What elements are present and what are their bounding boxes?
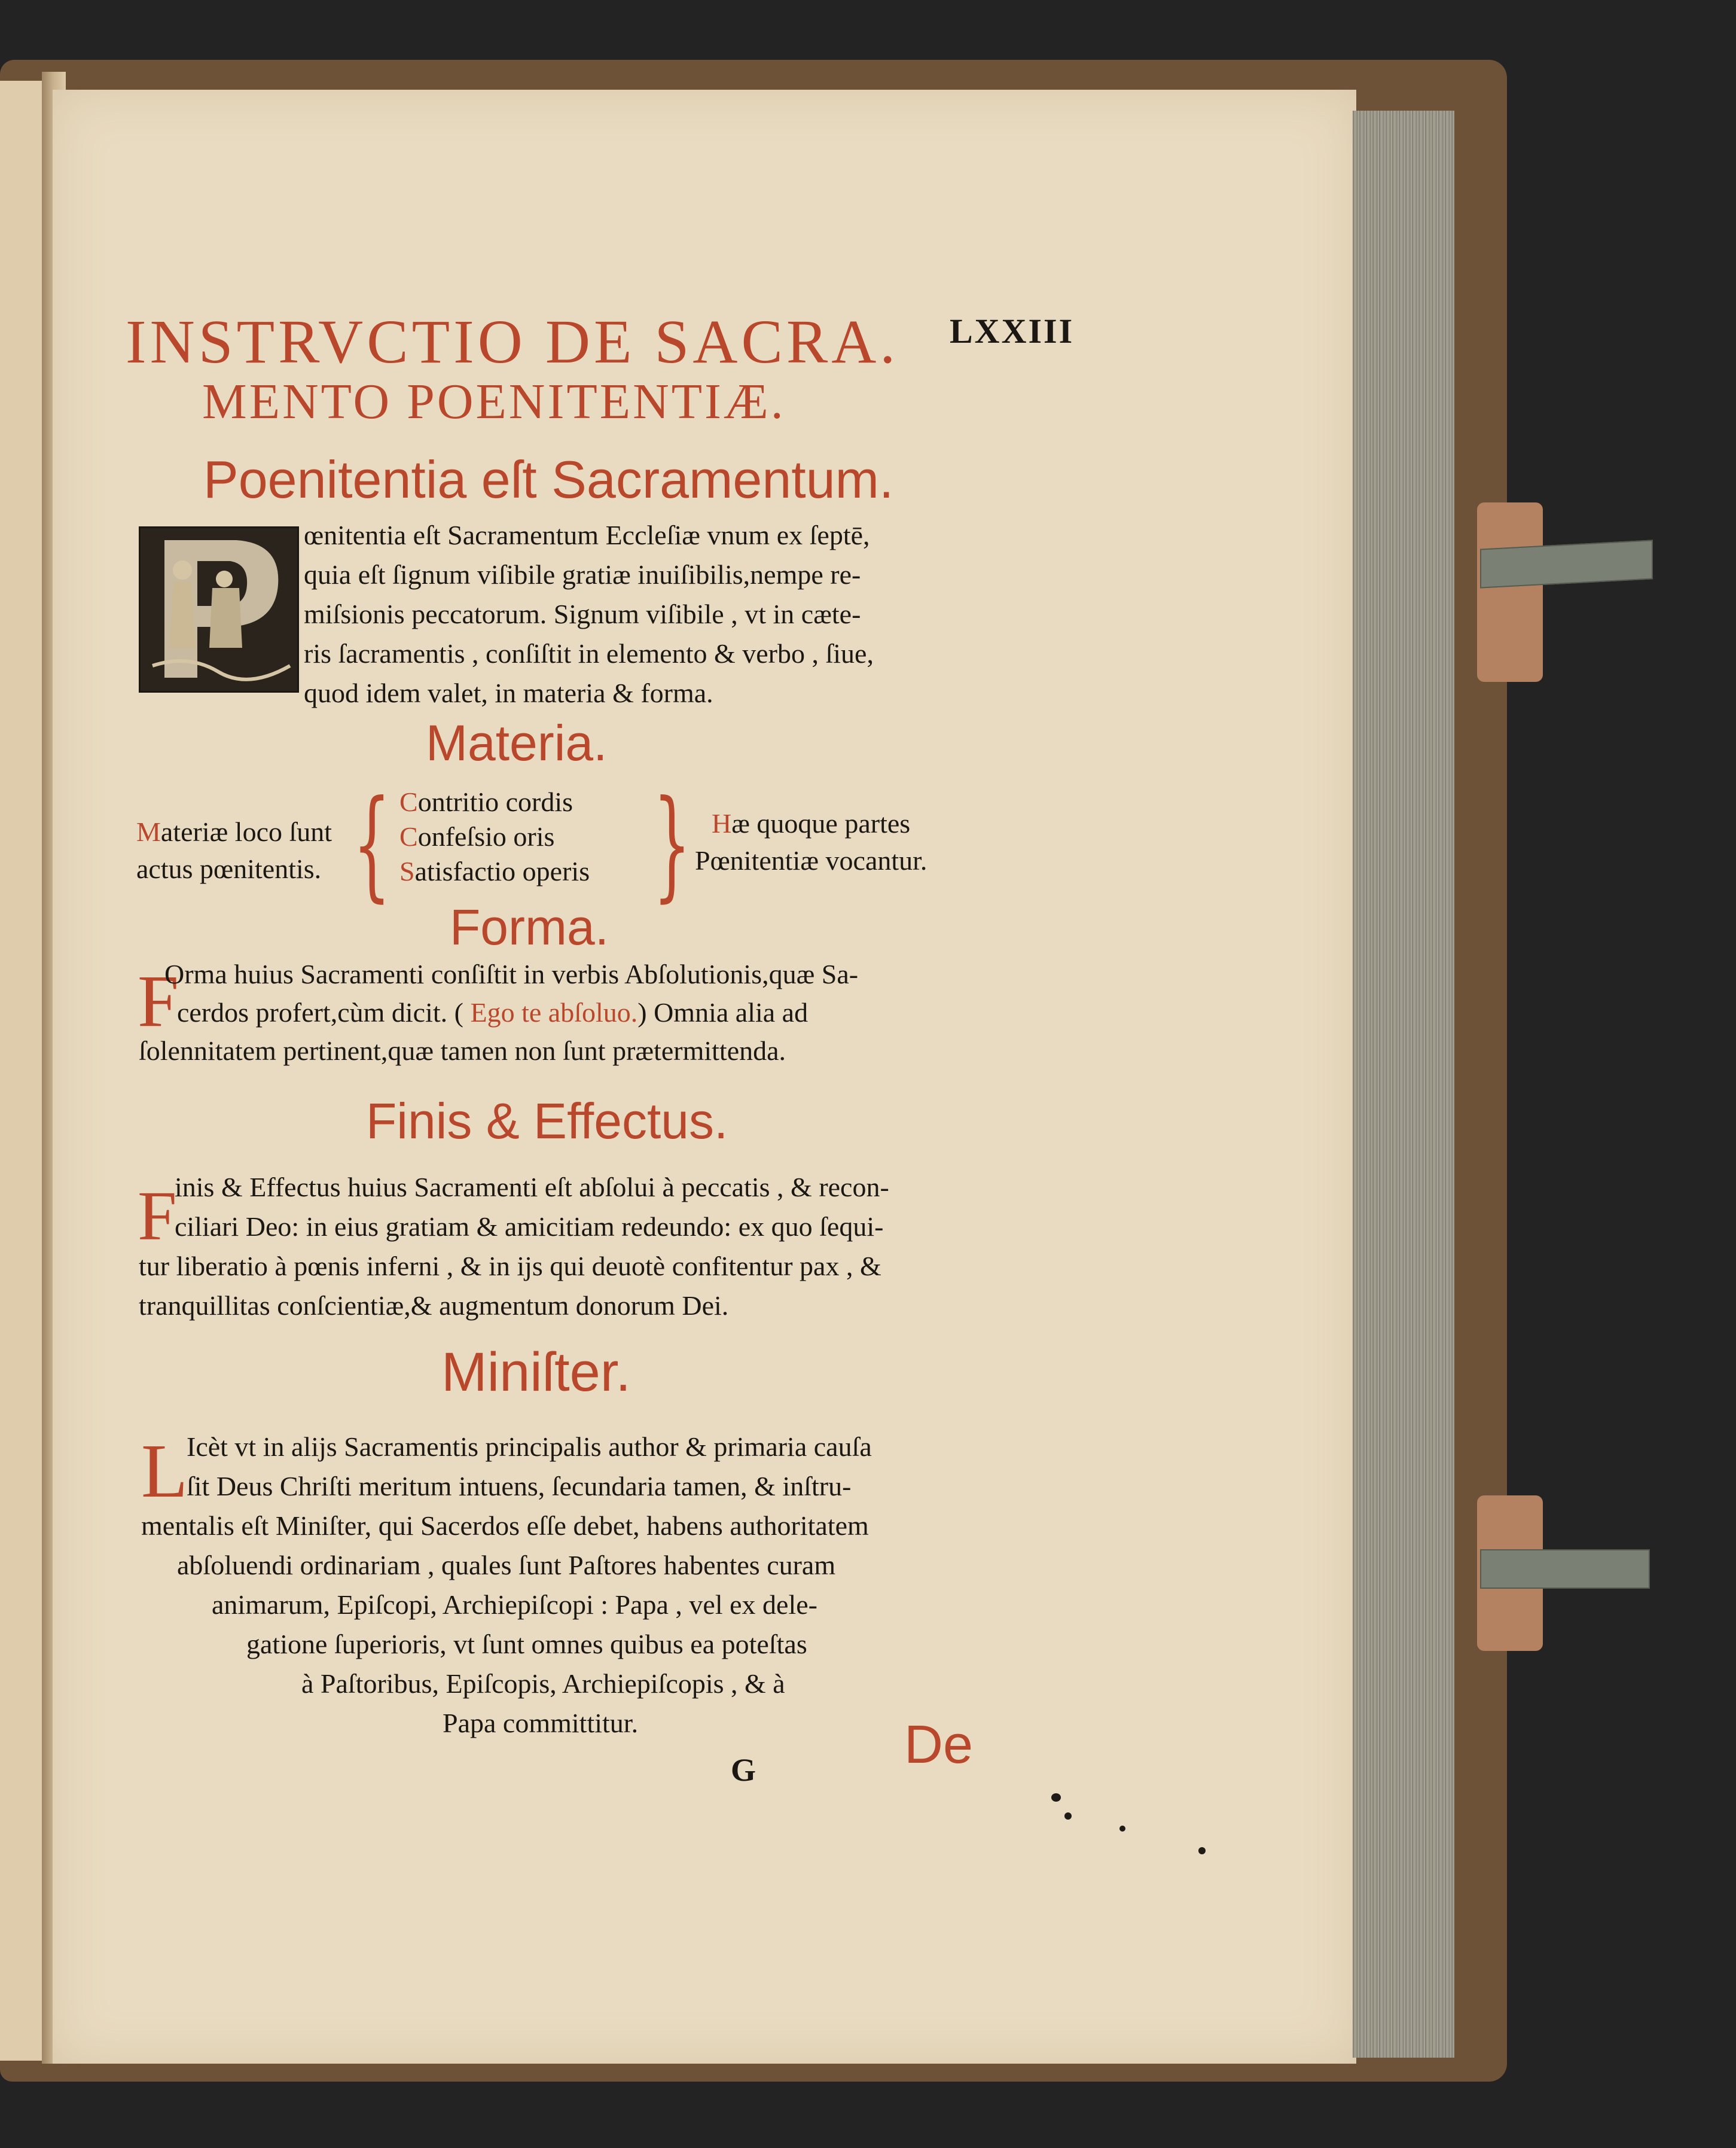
heading-finis: Finis & Effectus. [366,1093,728,1149]
part-3-initial: S [399,856,415,886]
finis-line-3: tur liberatio à pœnis inferni , & in ijs qui deuotè confitentur pax , & [139,1251,881,1281]
minister-line-8: Papa committitur. [443,1708,639,1738]
materia-right-initial: H [712,808,732,839]
forma-line-2-start: cerdos profert,cùm dicit. ( [177,997,463,1028]
part-2-text: onfeſsio oris [417,821,555,852]
woodcut-initial-p [139,526,299,693]
page-fore-edge [1353,111,1454,2058]
signature-mark: G [731,1752,756,1788]
minister-line-3: mentalis eſt Miniſter, qui Sacerdos eſſe debet, habens authoritatem [141,1510,869,1541]
materia-left-line1 [136,812,332,852]
ink-spot [1051,1793,1061,1802]
poenitentia-line-2: quia eſt ſignum viſibile gratiæ inuiſibilis,nempe re- [304,559,861,590]
materia-left-initial: M [136,816,161,847]
minister-line-6: gatione ſuperioris, vt ſunt omnes quibus ea poteſtas [246,1629,807,1659]
left-brace: { [353,775,391,914]
minister-line-2: ſit Deus Chriſti meritum intuens, ſecundaria tamen, & inſtru- [187,1471,852,1501]
finis-line-4: tranquillitas conſcientiæ,& augmentum donorum Dei. [139,1290,729,1321]
finis-line-1: inis & Effectus huius Sacramenti eſt abſolui à peccatis , & recon- [175,1172,889,1202]
finis-line-2: ciliari Deo: in eius gratiam & amicitiam redeundo: ex quo ſequi- [175,1211,884,1242]
heading-minister: Miniſter. [441,1342,631,1403]
minister-line-7: à Paſtoribus, Epiſcopis, Archiepiſcopis , & à [301,1668,785,1699]
part-1-initial: C [399,787,418,817]
forma-line-2-end: ) Omnia alia ad [637,997,808,1028]
part-2-initial: C [399,821,418,852]
forma-line-2 [177,993,808,1032]
heading-forma: Forma. [450,899,609,955]
materia-right-line1 [712,804,910,843]
part-3-text: atisfactio operis [414,856,590,886]
heading-poenitentia: Poenitentia eſt Sacramentum. [203,450,894,509]
lower-clasp-metal [1480,1549,1650,1589]
running-title-line2: MENTO POENITENTIÆ. [202,374,786,429]
minister-line-5: animarum, Epiſcopi, Archiepiſcopi : Papa , vel ex dele- [212,1589,817,1620]
minister-initial: L [141,1428,188,1513]
upper-clasp-metal [1480,540,1653,588]
folio-number: LXXIII [950,312,1075,351]
woodcut-illustration-icon [141,528,297,691]
materia-left-line2: actus pœnitentis. [136,854,322,884]
forma-initial: F [138,960,179,1042]
materia-part-1 [399,782,573,822]
poenitentia-line-4: ris ſacramentis , conſiſtit in elemento & verbo , ſiue, [304,638,874,669]
materia-left-text1: ateriæ loco ſunt [160,816,332,847]
right-brace: } [653,775,691,914]
poenitentia-line-5: quod idem valet, in materia & forma. [304,678,713,708]
part-1-text: ontritio cordis [417,787,573,817]
materia-part-2 [399,817,554,857]
forma-line-1: Orma huius Sacramenti conſiſtit in verbis Abſolutionis,quæ Sa- [164,959,859,989]
forma-line-3: ſolennitatem pertinent,quæ tamen non ſunt prætermittenda. [139,1035,786,1066]
ink-spot [1198,1847,1206,1854]
minister-line-4: abſoluendi ordinariam , quales ſunt Paſtores habentes curam [177,1550,836,1580]
materia-part-3 [399,852,590,891]
ink-spot [1119,1826,1125,1832]
catchword: De [904,1715,974,1775]
heading-materia: Materia. [426,715,608,771]
ink-spot [1064,1812,1072,1820]
forma-absolution-formula: Ego te abſoluo. [463,997,638,1028]
materia-right-line2: Pœnitentiæ vocantur. [695,845,928,876]
running-title-line1: INSTRVCTIO DE SACRA. [126,307,899,376]
upper-clasp-strap [1477,502,1543,682]
materia-right-text1: æ quoque partes [731,808,911,839]
poenitentia-line-1: œnitentia eſt Sacramentum Eccleſiæ vnum ex ſeptē, [304,520,870,550]
finis-initial: F [138,1177,177,1255]
minister-line-1: Icèt vt in alijs Sacramentis principalis author & primaria cauſa [187,1431,872,1462]
poenitentia-line-3: miſsionis peccatorum. Signum viſibile , vt in cæte- [304,599,861,629]
